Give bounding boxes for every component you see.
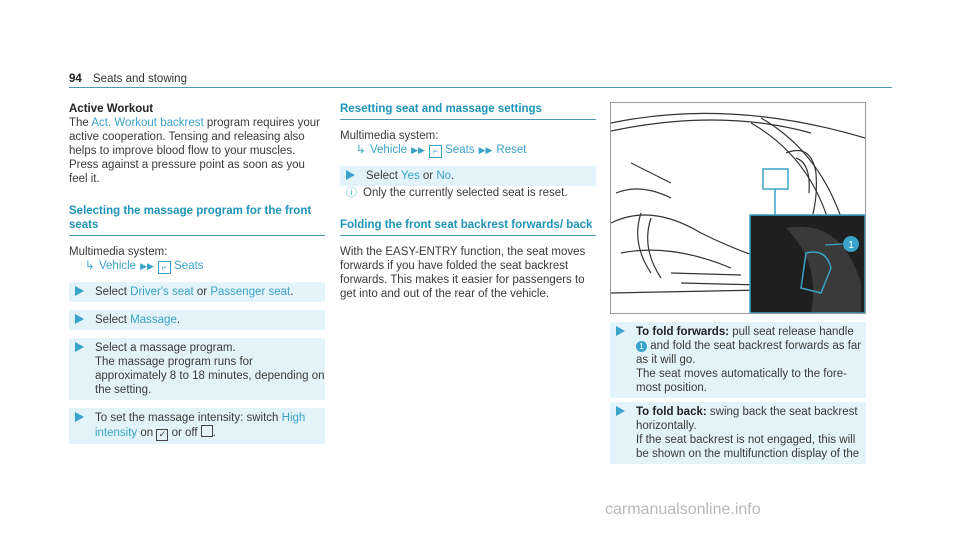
info-icon: ⓘ — [346, 187, 357, 199]
menu-reset[interactable]: Reset — [496, 144, 527, 156]
checkbox-checked-icon: ✓ — [156, 429, 168, 441]
multimedia-label: Multimedia system: — [340, 130, 439, 142]
folding-text: With the EASY-ENTRY function, the seat moves forwards if you have folded the seat backrest forwards. This makes it easier for passengers to get into and out of the rear of the vehicle. — [340, 246, 586, 300]
highlight-box — [763, 169, 788, 189]
header-divider — [69, 87, 892, 88]
step-arrow-icon — [75, 342, 84, 352]
chevron-right-icon: ▶▶ — [411, 145, 425, 155]
chevron-right-icon: ▶▶ — [478, 145, 493, 155]
menu-path — [69, 259, 325, 274]
menu-vehicle[interactable]: Vehicle — [99, 260, 137, 272]
folding-heading: Folding the front seat backrest forwards/ back — [340, 219, 593, 231]
step-fold-back: To fold back: swing back the seat backrest horizontally. If the seat backrest is not engaged, this will be shown on the multifunction display of the — [610, 402, 866, 464]
seat-icon: ⌐ — [158, 261, 171, 274]
checkbox-empty-icon — [201, 425, 213, 437]
step-select-seat: Select Driver's seat or Passenger seat. — [69, 282, 325, 302]
section-title: Seats and stowing — [93, 73, 187, 85]
selecting-massage-heading: Selecting the massage program for the front seats — [69, 205, 312, 231]
step-arrow-icon — [75, 286, 84, 296]
step-arrow-icon — [75, 314, 84, 324]
step-fold-forwards: To fold forwards: pull seat release handle 1 and fold the seat backrest forwards as far as it will go. The seat moves automatically to the fore-most position. — [610, 322, 866, 398]
step-select-program: Select a massage program. The massage program runs for approximately 8 to 18 minutes, depending on the setting. — [69, 338, 325, 400]
passenger-seat-option[interactable]: Passenger seat — [210, 286, 291, 298]
seat-icon: ⌐ — [429, 145, 442, 158]
step-arrow-icon — [75, 412, 84, 422]
step-confirm-reset: Select Yes or No. — [340, 166, 596, 186]
active-workout-section — [69, 102, 325, 186]
page-number: 94 — [69, 73, 82, 85]
watermark: carmanualsonline.info — [605, 501, 761, 518]
menu-seats[interactable]: Seats — [445, 144, 475, 156]
program-note: The massage program runs for approximately 8 to 18 minutes, depending on the setting. — [95, 356, 325, 396]
seat-line-drawing — [611, 103, 865, 313]
multimedia-label: Multimedia system: — [69, 246, 168, 258]
callout-number: 1 — [848, 240, 854, 251]
step-set-intensity: To set the massage intensity: switch High intensity on ✓ or off . — [69, 408, 325, 444]
step-arrow-icon — [346, 170, 355, 180]
menu-vehicle[interactable]: Vehicle — [370, 144, 408, 156]
step-arrow-icon — [616, 326, 625, 336]
menu-seats[interactable]: Seats — [174, 260, 204, 272]
seat-illustration — [610, 102, 866, 314]
drivers-seat-option[interactable]: Driver's seat — [130, 286, 194, 298]
menu-path — [340, 143, 596, 158]
page-header — [69, 72, 187, 86]
active-workout-title: Active Workout — [69, 103, 154, 115]
column-2 — [340, 102, 596, 301]
menu-hook-icon: ↳ — [85, 260, 95, 272]
active-workout-text: The Act. Workout backrest program requires your active cooperation. Tensing and releasing also helps to improve blood flow to your muscles. Press against a pressure point as soon as you feel it. — [69, 117, 320, 185]
fold-forwards-note: The seat moves automatically to the fore-most position. — [636, 368, 847, 394]
massage-option[interactable]: Massage — [130, 314, 177, 326]
step-select-massage: Select Massage. — [69, 310, 325, 330]
callout-number-badge: 1 — [636, 341, 647, 352]
act-workout-backrest-link[interactable]: Act. Workout backrest — [91, 117, 204, 129]
fold-back-note: If the seat backrest is not engaged, this will be shown on the multifunction display of the — [636, 434, 860, 460]
step-arrow-icon — [616, 406, 625, 416]
no-option[interactable]: No — [436, 170, 452, 182]
resetting-heading: Resetting seat and massage settings — [340, 103, 542, 115]
info-note: ⓘ Only the currently selected seat is reset. — [346, 187, 568, 199]
column-3 — [610, 322, 866, 464]
chevron-right-icon: ▶▶ — [140, 261, 154, 271]
menu-hook-icon: ↳ — [356, 144, 366, 156]
high-intensity-option[interactable]: High intensity — [95, 412, 306, 439]
yes-option[interactable]: Yes — [400, 170, 420, 182]
column-1 — [69, 102, 325, 444]
